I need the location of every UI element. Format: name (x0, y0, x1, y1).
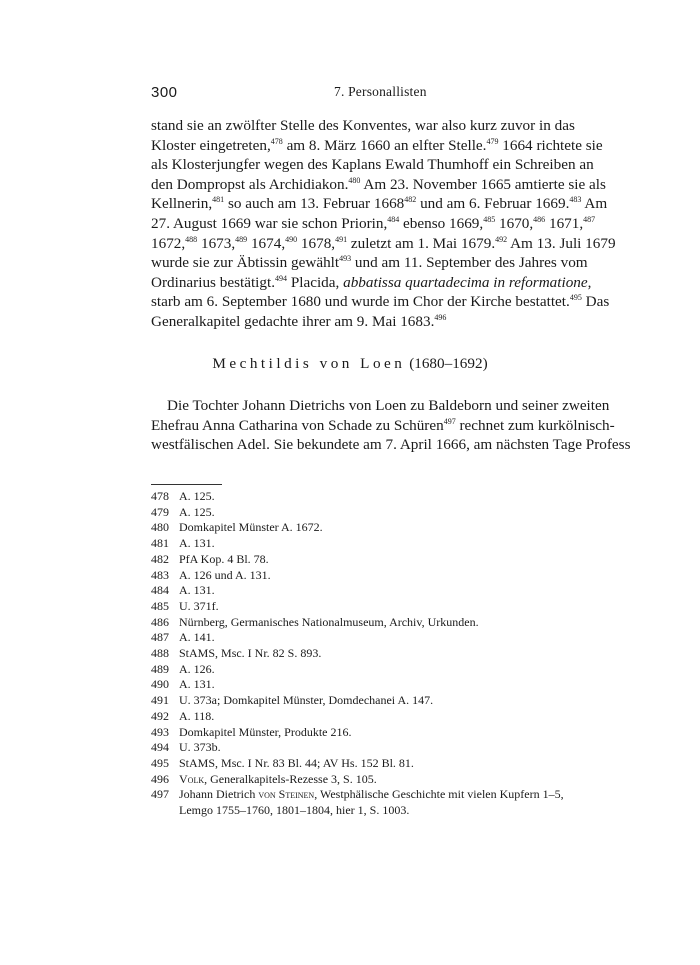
section-heading-years: (1680–1692) (409, 355, 488, 372)
footnote-text: StAMS, Msc. I Nr. 82 S. 893. (179, 646, 322, 661)
footnote-number: 488 (151, 646, 169, 661)
footnote-number: 482 (151, 551, 169, 566)
footnote-continuation: Lemgo 1755–1760, 1801–1804, hier 1, S. 1003. (179, 803, 410, 818)
footnote-number: 491 (151, 693, 169, 708)
text-line: als Klosterjungfer wegen des Kaplans Ewald Thumhoff ein Schreiben an (151, 156, 594, 174)
footnote-item (151, 568, 551, 584)
text-line: Die Tochter Johann Dietrichs von Loen zu Baldeborn und seiner zweiten (167, 397, 610, 414)
footnote-item (151, 505, 551, 521)
text-line: starb am 6. September 1680 und wurde im Chor der Kirche bestattet.$^{495}$ Das (151, 293, 610, 311)
section-heading-name: Mechtildis von Loen (212, 355, 406, 372)
footnote-ref[interactable]: 482 (404, 195, 417, 205)
footnote-text: U. 373a; Domkapitel Münster, Domdechanei A. 147. (179, 693, 434, 708)
paragraph-placida (151, 116, 616, 332)
footnote-number: 494 (151, 740, 169, 755)
footnote-text: Domkapitel Münster, Produkte 216. (179, 724, 352, 739)
footnote-ref[interactable]: 486 (533, 214, 546, 224)
footnote-text: U. 371f. (179, 598, 219, 613)
footnote-ref[interactable]: 483 (569, 195, 582, 205)
footnote-number: 479 (151, 504, 169, 519)
footnote-ref[interactable]: 479 (486, 136, 499, 146)
footnote-item (151, 677, 551, 693)
footnote-item (151, 725, 551, 741)
text-line: westfälischen Adel. Sie bekundete am 7. April 1666, am nächsten Tage Profess (151, 436, 631, 454)
page-number: 300 (151, 84, 178, 101)
footnote-item (151, 615, 551, 631)
text-line: Ehefrau Anna Catharina von Schade zu Schüren$^{497}$ rechnet zum kurkölnisch- (151, 416, 615, 434)
footnote-text: A. 131. (179, 536, 215, 551)
footnote-ref[interactable]: 497 (443, 416, 456, 426)
latin-title: abbatissa quartadecima in reformatione (343, 273, 588, 291)
footnote-text: A. 125. (179, 489, 215, 503)
footnote-item (151, 662, 551, 678)
footnote-item (151, 693, 551, 709)
footnote-ref[interactable]: 487 (583, 214, 596, 224)
footnotes (151, 489, 564, 819)
footnote-text: U. 373b. (179, 740, 221, 755)
footnote-ref[interactable]: 489 (235, 234, 248, 244)
footnote-item (151, 756, 551, 772)
footnote-number: 496 (151, 771, 169, 786)
footnote-ref[interactable]: 493 (339, 254, 352, 264)
footnote-number: 485 (151, 598, 169, 613)
footnote-number: 492 (151, 708, 169, 723)
footnote-divider (151, 484, 222, 485)
footnote-number: 490 (151, 677, 169, 692)
footnote-ref[interactable]: 480 (348, 175, 361, 185)
text-line: Generalkapitel gedachte ihrer am 9. Mai 1683.$^{496}$ (151, 312, 447, 330)
footnote-number: 486 (151, 614, 169, 629)
footnote-number: 480 (151, 520, 169, 535)
text-line: Ordinarius bestätigt.$^{494}$ Placida, abbatissa quartadecima in reformatione, (151, 273, 592, 291)
text-line: stand sie an zwölfter Stelle des Konventes, war also kurz zuvor in das (151, 117, 575, 134)
footnote-item (151, 583, 551, 599)
footnote-ref[interactable]: 491 (335, 234, 348, 244)
footnote-number: 481 (151, 536, 169, 551)
footnote-item (151, 787, 564, 803)
footnote-item (151, 772, 551, 788)
footnote-ref[interactable]: 490 (285, 234, 298, 244)
footnote-number: 483 (151, 567, 169, 582)
footnote-item (151, 552, 551, 568)
footnote-text: A. 125. (179, 504, 215, 519)
footnote-text: A. 131. (179, 583, 215, 598)
footnote-text: A. 118. (179, 708, 215, 723)
footnote-ref[interactable]: 484 (387, 214, 400, 224)
footnote-ref[interactable]: 494 (275, 273, 288, 283)
footnote-text: Volk, Generalkapitels-Rezesse 3, S. 105. (179, 771, 377, 786)
footnote-text: Domkapitel Münster A. 1672. (179, 520, 323, 535)
footnote-number: 495 (151, 755, 169, 770)
footnote-ref[interactable]: 488 (185, 234, 198, 244)
footnote-item (151, 646, 551, 662)
footnote-ref[interactable]: 496 (434, 312, 447, 322)
footnote-text: A. 126 und A. 131. (179, 567, 271, 582)
footnote-item (151, 709, 551, 725)
footnote-item (151, 630, 551, 646)
text-line: den Dompropst als Archidiakon.$^{480}$ Am 23. November 1665 amtierte sie als (151, 175, 606, 193)
footnote-text: Nürnberg, Germanisches Nationalmuseum, Archiv, Urkunden. (179, 614, 479, 629)
text-line: wurde sie zur Äbtissin gewählt$^{493}$ und am 11. September des Jahres vom (151, 254, 588, 272)
text-line: Kloster eingetreten,$^{478}$ am 8. März 1660 an elfter Stelle.$^{479}$ 1664 richtete sie (151, 136, 603, 154)
paragraph-mechtildis (151, 396, 631, 455)
text-line: 27. August 1669 war sie schon Priorin,$^{484}$ ebenso 1669,$^{485}$ 1670,$^{486}$ 1671,$^{487}$ (151, 214, 596, 232)
footnote-text: PfA Kop. 4 Bl. 78. (179, 551, 269, 566)
footnote-number: 497 (151, 787, 169, 802)
footnote-number: 487 (151, 630, 169, 645)
section-heading (0, 355, 700, 373)
footnote-item (151, 740, 551, 756)
footnote-item (151, 489, 551, 505)
footnote-number: 493 (151, 724, 169, 739)
footnote-item (151, 536, 551, 552)
footnote-text: Johann Dietrich von Steinen, Westphälische Geschichte mit vielen Kupfern 1–5, (179, 787, 564, 802)
footnote-text: A. 126. (179, 661, 215, 676)
footnote-number: 484 (151, 583, 169, 598)
footnote-number: 478 (151, 489, 169, 503)
footnote-text: A. 141. (179, 630, 215, 645)
running-head: 7. Personallisten (334, 84, 427, 99)
footnote-text: StAMS, Msc. I Nr. 83 Bl. 44; AV Hs. 152 Bl. 81. (179, 755, 414, 770)
footnote-ref[interactable]: 481 (212, 195, 225, 205)
footnote-ref[interactable]: 495 (569, 293, 582, 303)
footnote-text: A. 131. (179, 677, 215, 692)
text-line: 1672,$^{488}$ 1673,$^{489}$ 1674,$^{490}$ 1678,$^{491}$ zuletzt am 1. Mai 1679.$^{492}$ Am 13. Juli 1679 (151, 234, 616, 252)
text-line: Kellnerin,$^{481}$ so auch am 13. Februar 1668$^{482}$ und am 6. Februar 1669.$^{483}$ Am (151, 195, 608, 213)
footnote-ref[interactable]: 485 (483, 214, 496, 224)
footnote-ref[interactable]: 478 (270, 136, 283, 146)
footnote-number: 489 (151, 661, 169, 676)
footnote-item (151, 520, 551, 536)
footnote-item (151, 599, 551, 615)
footnote-ref[interactable]: 492 (495, 234, 508, 244)
